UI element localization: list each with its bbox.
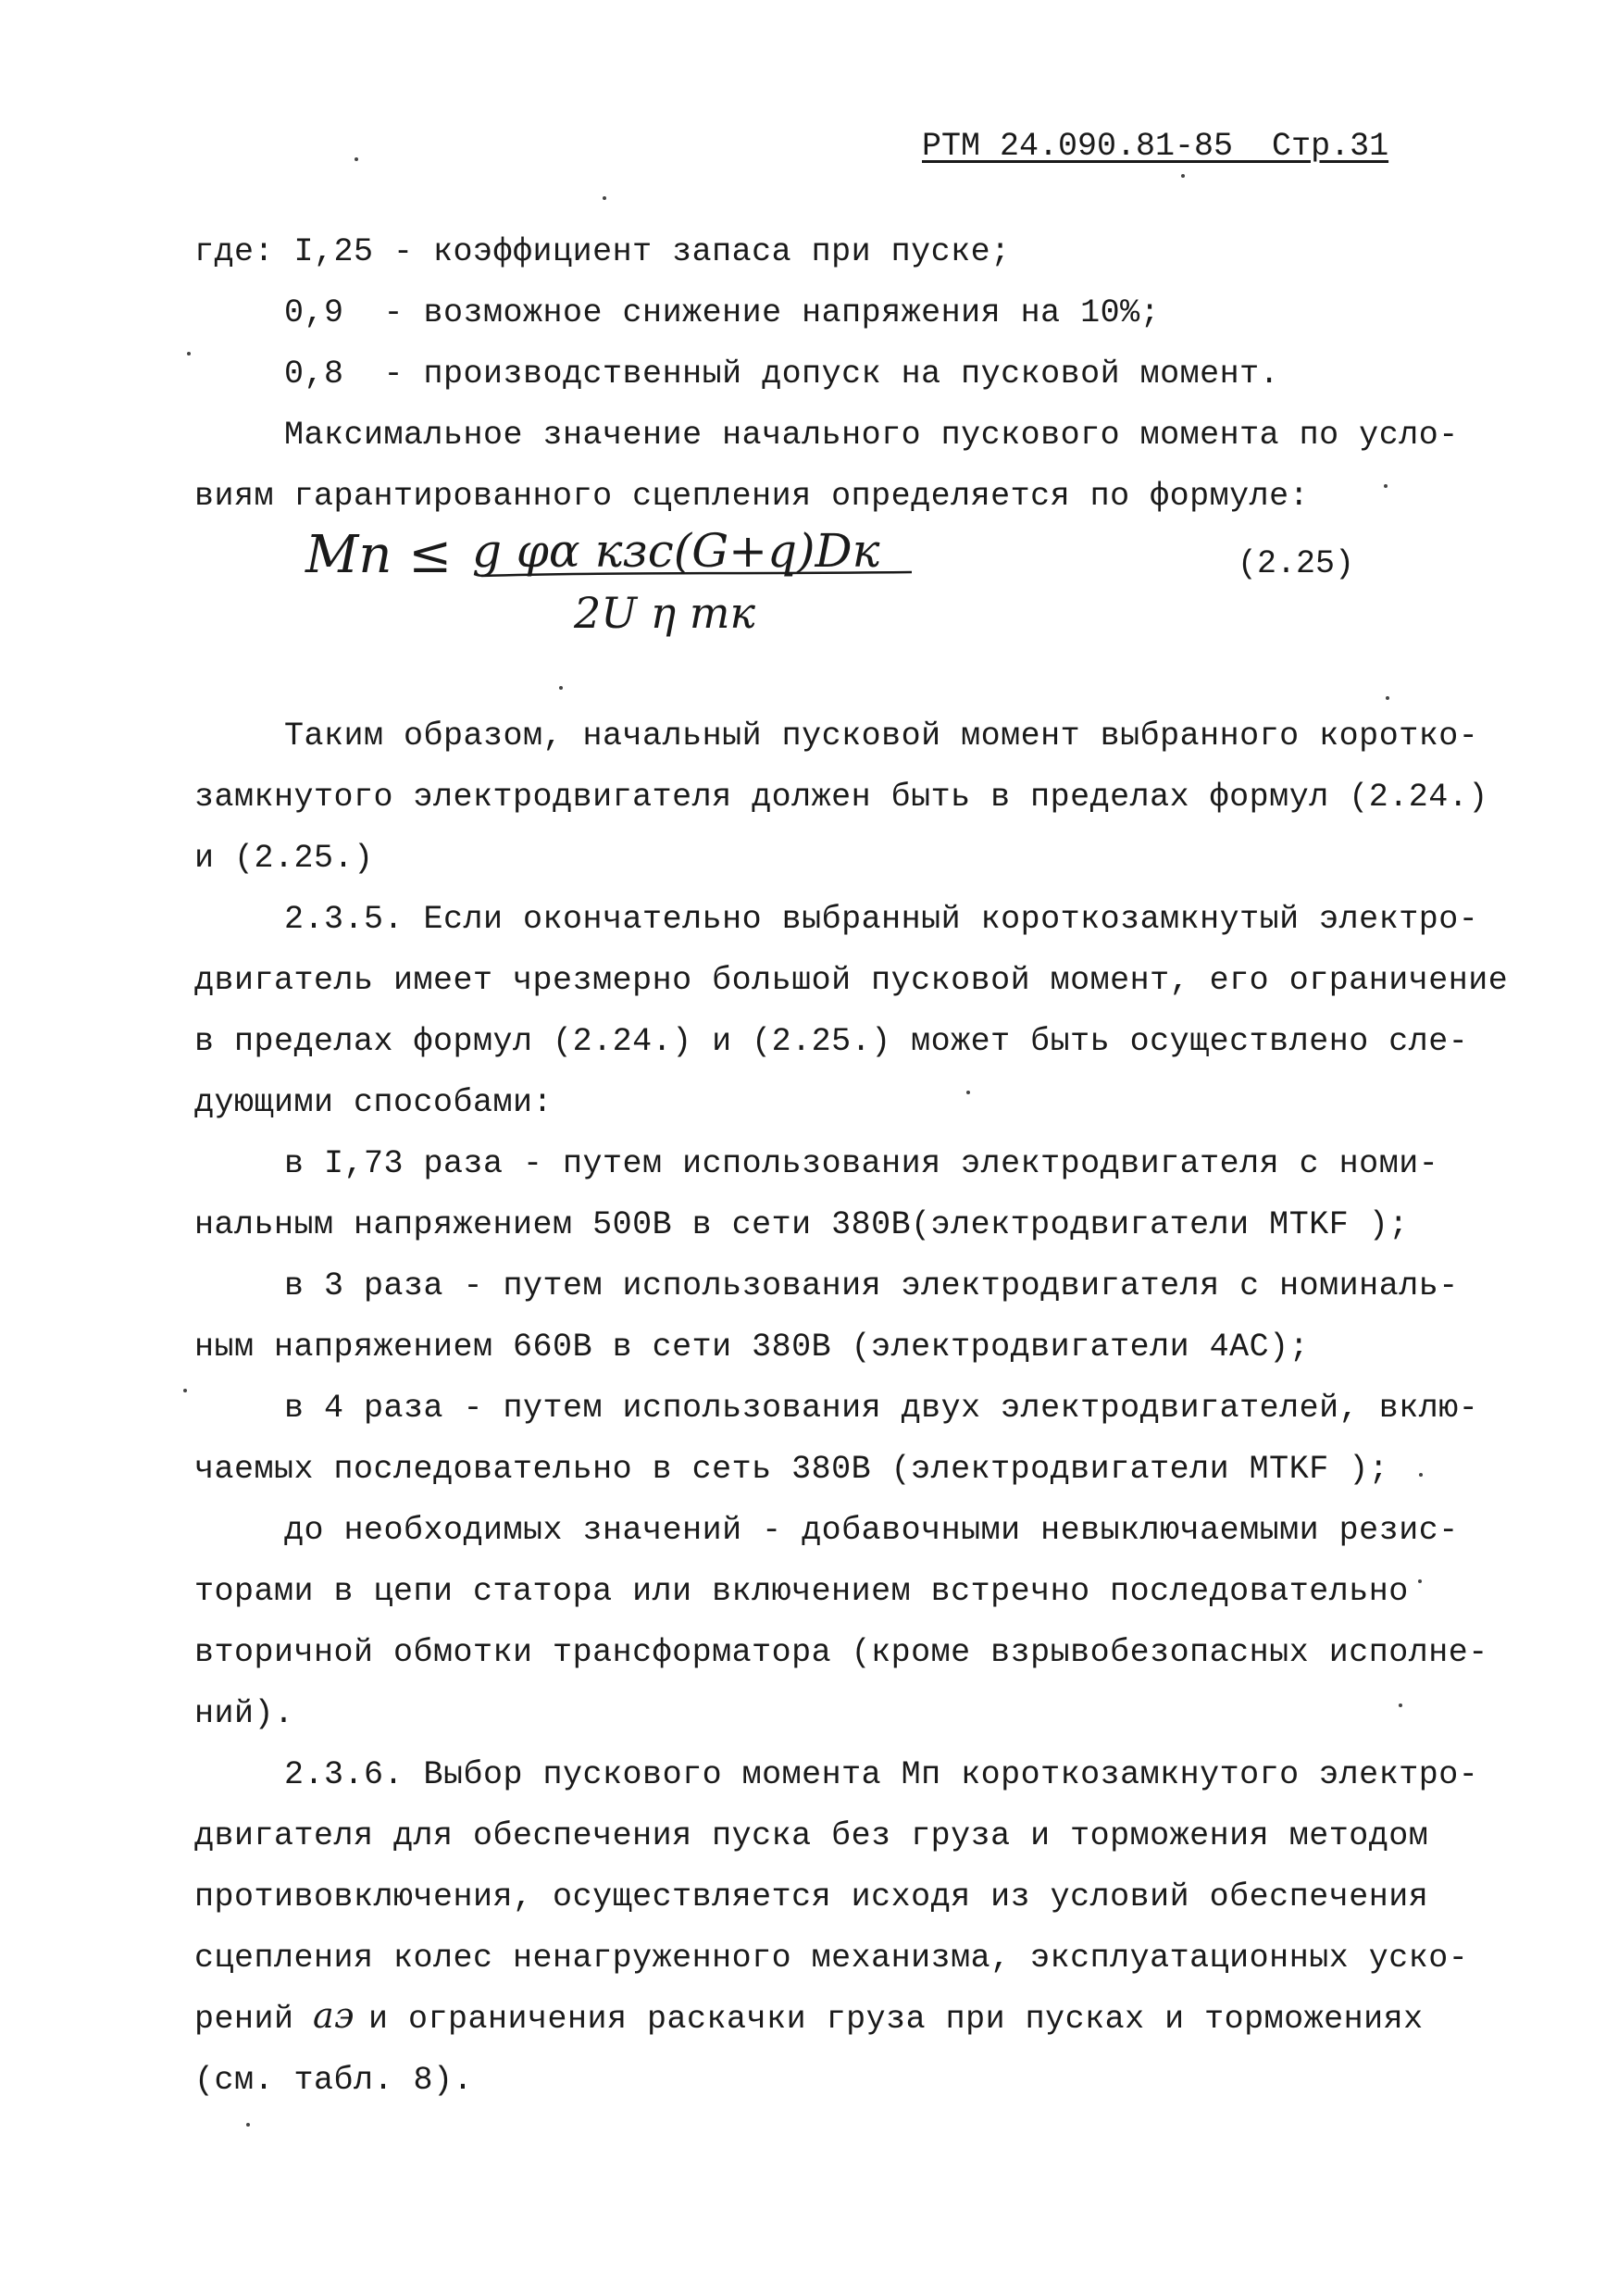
scan-speck (1384, 484, 1388, 488)
paragraph-line-23: (см. табл. 8). (194, 2062, 474, 2099)
acceleration-symbol: аэ (313, 1995, 355, 2036)
scan-speck (183, 1389, 187, 1392)
paragraph-line-11: ным напряжением 660В в сети 380В (электродвигатели 4АС); (194, 1329, 1310, 1366)
paragraph-line-17: ний). (194, 1695, 294, 1732)
paragraph-line-5: двигатель имеет чрезмерно большой пусковой момент, его ограничение (194, 962, 1509, 999)
paragraph-line-9: нальным напряжением 500В в сети 380В(электродвигатели MTKF ); (194, 1206, 1409, 1243)
paragraph-line-1: Таким образом, начальный пусковой момент выбранного коротко- (284, 718, 1479, 755)
paragraph-line-7: дующими способами: (194, 1084, 554, 1121)
formula-denominator: 2U η mк (574, 588, 755, 638)
handwritten-formula (305, 518, 972, 648)
paragraph-line-12: в 4 раза - путем использования двух электродвигателей, вклю- (284, 1390, 1479, 1427)
scan-speck (246, 2123, 250, 2127)
paragraph-line-10: в 3 раза - путем использования электродвигателя с номиналь- (284, 1267, 1459, 1304)
paragraph-line-13: чаемых последовательно в сеть 380В (электродвигатели MTKF ); (194, 1451, 1389, 1488)
paragraph-line-14: до необходимых значений - добавочными невыключаемыми резис- (284, 1512, 1459, 1549)
scan-speck (1399, 1703, 1402, 1707)
scan-speck (355, 157, 358, 161)
text-line-4: Максимальное значение начального пускового момента по усло- (284, 417, 1459, 454)
paragraph-line-8: в I,73 раза - путем использования электродвигателя с номи- (284, 1145, 1439, 1182)
scan-speck (559, 686, 563, 690)
paragraph-line-18: 2.3.6. Выбор пускового момента Мп короткозамкнутого электро- (284, 1756, 1479, 1793)
paragraph-line-4: 2.3.5. Если окончательно выбранный короткозамкнутый электро- (284, 901, 1479, 938)
paragraph-line-3: и (2.25.) (194, 840, 374, 877)
formula-numerator: g φα кзс(G+q)Dк (472, 524, 880, 578)
scan-speck (603, 196, 606, 200)
scan-speck (1181, 174, 1185, 178)
paragraph-line-22b: и ограничения раскачки груза при пусках и торможениях (368, 2001, 1424, 2038)
paragraph-line-20: противовключения, осуществляется исходя из условий обеспечения (194, 1878, 1429, 1915)
paragraph-line-2: замкнутого электродвигателя должен быть в пределах формул (2.24.) (194, 779, 1488, 816)
text-line-1: где: I,25 - коэффициент запаса при пуске; (194, 233, 1011, 270)
paragraph-line-19: двигателя для обеспечения пуска без груза и торможения методом (194, 1817, 1429, 1854)
text-line-3: 0,8 - производственный допуск на пусковой момент. (284, 356, 1280, 393)
formula-lhs: Mп ≤ (305, 525, 453, 585)
scan-speck (1419, 1473, 1423, 1477)
paragraph-line-22a: рений (194, 2001, 294, 2038)
text-line-2: 0,9 - возможное снижение напряжения на 10%; (284, 294, 1161, 331)
paragraph-line-16: вторичной обмотки трансформатора (кроме взрывобезопасных исполне- (194, 1634, 1488, 1671)
paragraph-line-21: сцепления колес ненагруженного механизма, эксплуатационных уско- (194, 1940, 1469, 1977)
paragraph-line-6: в пределах формул (2.24.) и (2.25.) может быть осуществлено сле- (194, 1023, 1469, 1060)
scan-speck (187, 352, 191, 356)
scan-speck (1386, 696, 1389, 700)
document-header-reference: РТМ 24.090.81-85 Стр.31 (922, 128, 1389, 165)
scan-speck (1418, 1579, 1422, 1583)
text-line-5: виям гарантированного сцепления определяется по формуле: (194, 478, 1310, 515)
scan-speck (966, 1091, 970, 1094)
equation-number: (2.25) (1238, 545, 1355, 582)
paragraph-line-15: торами в цепи статора или включением встречно последовательно (194, 1573, 1409, 1610)
